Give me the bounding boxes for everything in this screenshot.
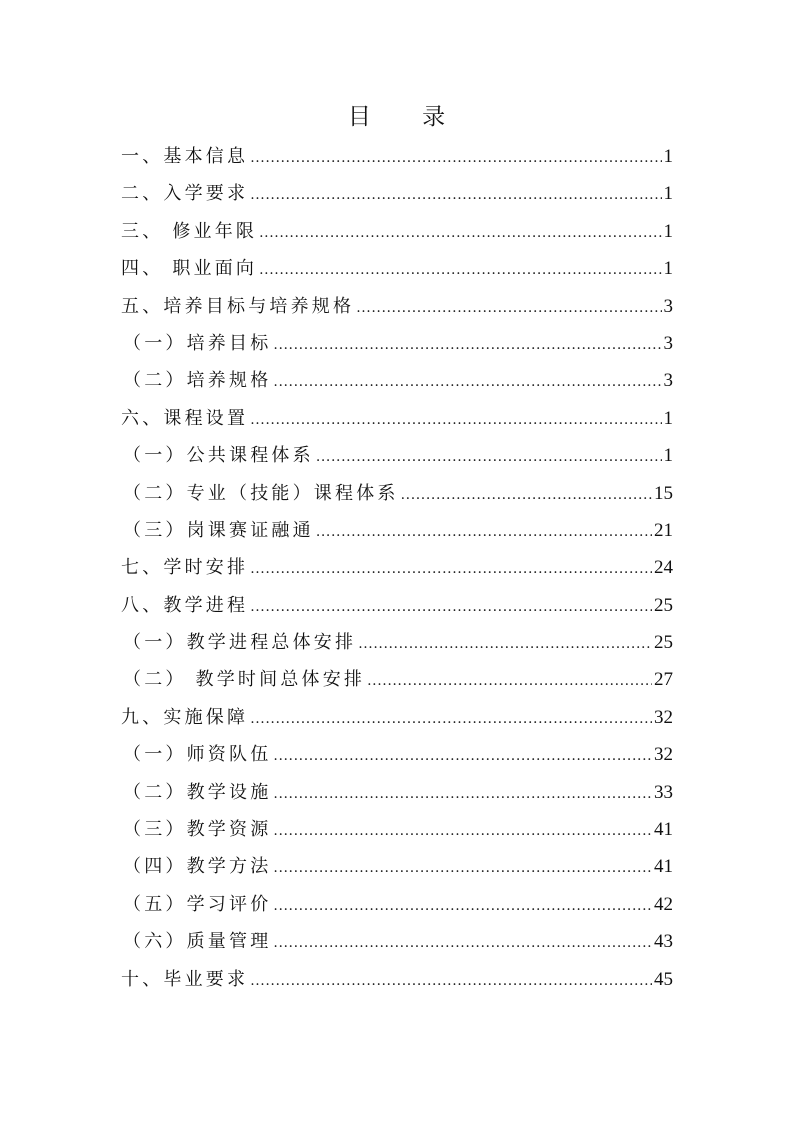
toc-page-number: 42 bbox=[654, 893, 673, 915]
toc-dot-leader bbox=[250, 177, 661, 214]
toc-dot-leader bbox=[250, 402, 661, 439]
toc-page-number: 24 bbox=[654, 557, 673, 579]
toc-entry-label: （二）教学设施 bbox=[123, 781, 272, 803]
toc-dot-leader bbox=[250, 589, 652, 626]
toc-entry-label: （四）教学方法 bbox=[123, 856, 272, 878]
toc-page-number: 21 bbox=[654, 519, 673, 541]
toc-entry[interactable] bbox=[121, 587, 673, 624]
toc-page-number: 32 bbox=[654, 744, 673, 766]
toc-entry[interactable] bbox=[121, 699, 673, 736]
toc-entry[interactable] bbox=[121, 848, 673, 885]
toc-entry-label: 九、实施保障 bbox=[121, 706, 249, 728]
toc-page-number: 1 bbox=[663, 183, 673, 205]
toc-dot-leader bbox=[273, 888, 652, 925]
toc-entry[interactable] bbox=[121, 961, 673, 998]
toc-entry-label: （五）学习评价 bbox=[123, 893, 272, 915]
toc-dot-leader bbox=[367, 663, 652, 700]
toc-dot-leader bbox=[259, 215, 661, 252]
toc-dot-leader bbox=[316, 439, 662, 476]
toc-page-number: 1 bbox=[663, 445, 673, 467]
toc-entry[interactable] bbox=[121, 549, 673, 586]
toc-entry[interactable] bbox=[121, 624, 673, 661]
toc-page-number: 32 bbox=[654, 706, 673, 728]
toc-page-number: 3 bbox=[663, 332, 673, 354]
toc-page-number: 25 bbox=[654, 594, 673, 616]
toc-dot-leader bbox=[316, 514, 652, 551]
toc-entry-label: （一）公共课程体系 bbox=[123, 445, 314, 467]
toc-entry[interactable] bbox=[121, 811, 673, 848]
toc-dot-leader bbox=[273, 327, 661, 364]
toc-entry[interactable] bbox=[121, 736, 673, 773]
toc-entry[interactable] bbox=[121, 288, 673, 325]
toc-dot-leader bbox=[273, 364, 661, 401]
toc-dot-leader bbox=[250, 551, 652, 588]
toc-page-number: 15 bbox=[654, 482, 673, 504]
toc-page-number: 3 bbox=[663, 295, 673, 317]
toc-page-number: 43 bbox=[654, 931, 673, 953]
toc-dot-leader bbox=[401, 477, 652, 514]
toc-entry[interactable] bbox=[121, 138, 673, 175]
toc-dot-leader bbox=[273, 813, 652, 850]
toc-page-number: 1 bbox=[663, 220, 673, 242]
toc-page-number: 27 bbox=[654, 669, 673, 691]
toc-entry[interactable] bbox=[121, 923, 673, 960]
toc-page-number: 45 bbox=[654, 968, 673, 990]
toc-page-number: 3 bbox=[663, 370, 673, 392]
toc-entry[interactable] bbox=[121, 475, 673, 512]
toc-page-number: 1 bbox=[663, 146, 673, 167]
toc-dot-leader bbox=[250, 701, 652, 738]
toc-entry[interactable] bbox=[121, 213, 673, 250]
toc-entry[interactable] bbox=[121, 362, 673, 399]
toc-entry-label: （三）岗课赛证融通 bbox=[123, 519, 314, 541]
toc-dot-leader bbox=[273, 925, 652, 962]
toc-entry[interactable] bbox=[121, 774, 673, 811]
toc-entry-label: 六、课程设置 bbox=[121, 407, 249, 429]
toc-entry-label: 四、 职业面向 bbox=[121, 258, 258, 280]
toc-entry-label: （六）质量管理 bbox=[123, 931, 272, 953]
toc-entry-label: 八、教学进程 bbox=[121, 594, 249, 616]
toc-dot-leader bbox=[356, 290, 661, 327]
toc-entry-label: （三）教学资源 bbox=[123, 819, 272, 841]
toc-dot-leader bbox=[250, 963, 652, 1000]
toc-entry[interactable] bbox=[121, 400, 673, 437]
toc-entry-label: （一）培养目标 bbox=[123, 332, 272, 354]
toc-entry-label: 五、培养目标与培养规格 bbox=[121, 295, 355, 317]
toc-entry-label: （二）培养规格 bbox=[123, 370, 272, 392]
toc-dot-leader bbox=[358, 626, 652, 663]
toc-entry-label: （二）专业（技能）课程体系 bbox=[123, 482, 399, 504]
toc-entry[interactable] bbox=[121, 325, 673, 362]
toc-title: 目 录 bbox=[347, 104, 468, 130]
toc-entry-label: 三、 修业年限 bbox=[121, 220, 258, 242]
toc-entry-label: 七、学时安排 bbox=[121, 557, 249, 579]
toc-entry-label: 十、毕业要求 bbox=[121, 968, 249, 990]
toc-entry-label: 一、基本信息 bbox=[121, 146, 249, 167]
toc-entry[interactable] bbox=[121, 175, 673, 212]
toc-dot-leader bbox=[273, 738, 652, 775]
toc-entry[interactable] bbox=[121, 512, 673, 549]
toc-dot-leader bbox=[250, 140, 661, 177]
toc-dot-leader bbox=[259, 252, 661, 289]
toc-page-number: 1 bbox=[663, 258, 673, 280]
toc-page-number: 41 bbox=[654, 819, 673, 841]
toc-page-number: 33 bbox=[654, 781, 673, 803]
toc-page-number: 1 bbox=[663, 407, 673, 429]
toc-dot-leader bbox=[273, 850, 652, 887]
toc-dot-leader bbox=[273, 776, 652, 813]
toc-entry[interactable] bbox=[121, 437, 673, 474]
toc-entry[interactable] bbox=[121, 250, 673, 287]
toc-entry-label: （一）师资队伍 bbox=[123, 744, 272, 766]
toc-entry-label: （二） 教学时间总体安排 bbox=[123, 669, 366, 691]
toc-entry-label: （一）教学进程总体安排 bbox=[123, 632, 357, 654]
toc-page-number: 41 bbox=[654, 856, 673, 878]
toc-list bbox=[121, 138, 673, 998]
toc-entry[interactable] bbox=[121, 661, 673, 698]
toc-entry-label: 二、入学要求 bbox=[121, 183, 249, 205]
toc-entry[interactable] bbox=[121, 886, 673, 923]
toc-page-number: 25 bbox=[654, 632, 673, 654]
